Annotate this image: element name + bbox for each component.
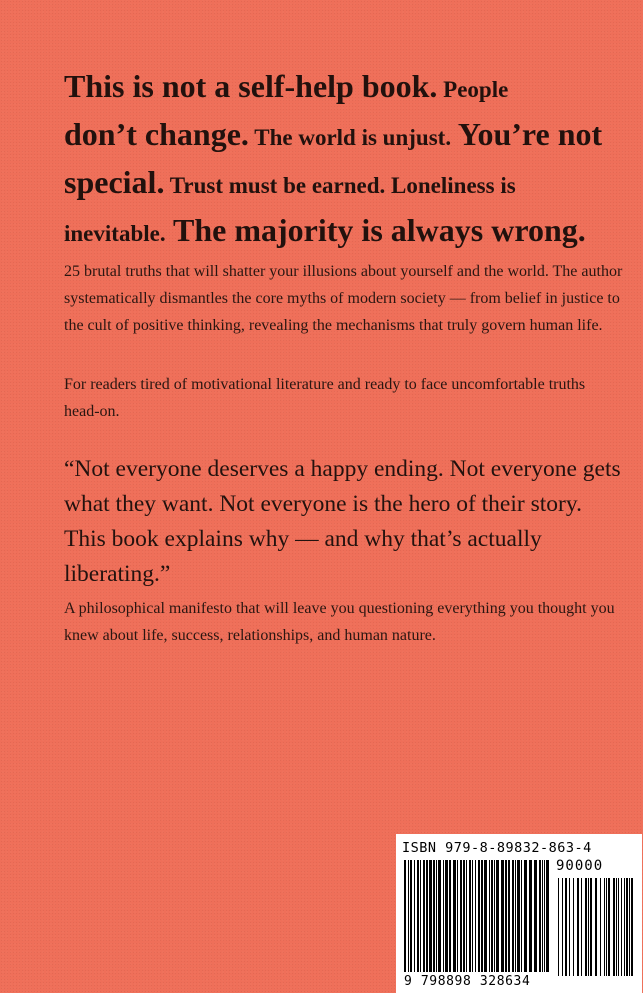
isbn-label: ISBN 979-8-89832-863-4 [402,840,592,856]
addon-bar [562,878,563,976]
addon-bar [588,878,589,976]
addon-bar [577,878,579,976]
headline-phrase: inevitable. [64,221,166,246]
barcode-bar [529,860,532,972]
addon-bar [558,878,559,976]
ean-digits: 9 798898 328634 [404,974,531,989]
barcode-bar [423,860,425,972]
addon-bar [618,878,619,976]
barcode-bar [534,860,537,972]
headline-phrase: This is not a self-help book. [64,68,438,104]
pull-quote: “Not everyone deserves a happy ending. Not everyone gets what they want. Not everyone is the hero of their story. This book explains why — and why that’s actually liberating.” [64,456,621,587]
barcode-bar [449,860,451,972]
audience-paragraph: For readers tired of motivational literature and ready to face uncomfortable truths head-on. [64,376,586,420]
addon-bar [600,878,601,976]
headline-phrase: The world is unjust. [248,125,452,150]
barcode-bar [515,860,516,972]
addon-bar [616,878,617,976]
barcode-bar [436,860,437,972]
addon-number: 90000 [556,858,604,874]
barcode-bar [489,860,490,972]
barcode-bar [521,860,522,972]
barcode-bar [438,860,441,972]
barcode-bar [505,860,507,972]
barcode-bar [512,860,514,972]
addon-bar [613,878,615,976]
barcode-bar [457,860,458,972]
addon-bar [606,878,607,976]
barcode-bar [469,860,471,972]
barcode-bar [408,860,409,972]
addon-bar [621,878,622,976]
addon-bar [590,878,592,976]
barcode-bar [501,860,504,972]
barcode-bar [508,860,510,972]
closing-paragraph: A philosophical manifesto that will leave you questioning everything you thought you knew about life, success, relationships, and human nature. [64,600,615,644]
headline [64,64,604,256]
barcode-bar [433,860,435,972]
headline-phrase: People [437,77,509,102]
barcode-bar [481,860,483,972]
barcode-bar [404,860,406,972]
addon-bar [595,878,597,976]
addon-bar [581,878,582,976]
addon-bar [569,878,570,976]
barcode-bar [496,860,499,972]
headline-phrase: You’re not [451,116,603,152]
addon-bar [565,878,567,976]
description-paragraph: 25 brutal truths that will shatter your illusions about yourself and the world. The author systematically dismantles the core myths of modern society — from belief in justice to the cult of positive thinking, revealing the mechanisms that truly govern human life. [64,263,623,334]
barcode-bar [546,860,549,972]
barcode-bar [410,860,412,972]
barcode-bar [460,860,462,972]
barcode-bar [544,860,545,972]
barcode-bar [443,860,444,972]
barcode-bar [463,860,465,972]
headline-phrase: Loneliness is [385,173,516,198]
barcode-bar [517,860,520,972]
addon-bar [608,878,610,976]
barcode-bar [466,860,467,972]
barcode-bar [453,860,456,972]
addon-bar [626,878,628,976]
addon-bar [624,878,625,976]
barcode-bar [542,860,543,972]
headline-phrase: The majority is always wrong. [165,212,586,248]
barcode-bar [524,860,527,972]
barcode-bar [475,860,476,972]
barcode-bar [445,860,448,972]
barcode-bars [400,860,638,980]
barcode-bar [478,860,480,972]
barcode-bar [472,860,473,972]
barcode-bar [417,860,419,972]
headline-phrase: Trust must be earned. [164,173,386,198]
headline-phrase: special. [64,164,165,200]
barcode-bar [420,860,421,972]
barcode-bar [539,860,541,972]
addon-bar [629,878,630,976]
barcode-bar [484,860,487,972]
headline-phrase: don’t change. [64,116,249,152]
barcode-bar [491,860,493,972]
barcode-bar [429,860,432,972]
barcode-bar [494,860,495,972]
addon-bar [604,878,605,976]
isbn-barcode [396,834,642,993]
barcode-bar [414,860,415,972]
addon-bar [631,878,633,976]
barcode-bar [426,860,428,972]
addon-bar [585,878,587,976]
addon-bar [573,878,574,976]
